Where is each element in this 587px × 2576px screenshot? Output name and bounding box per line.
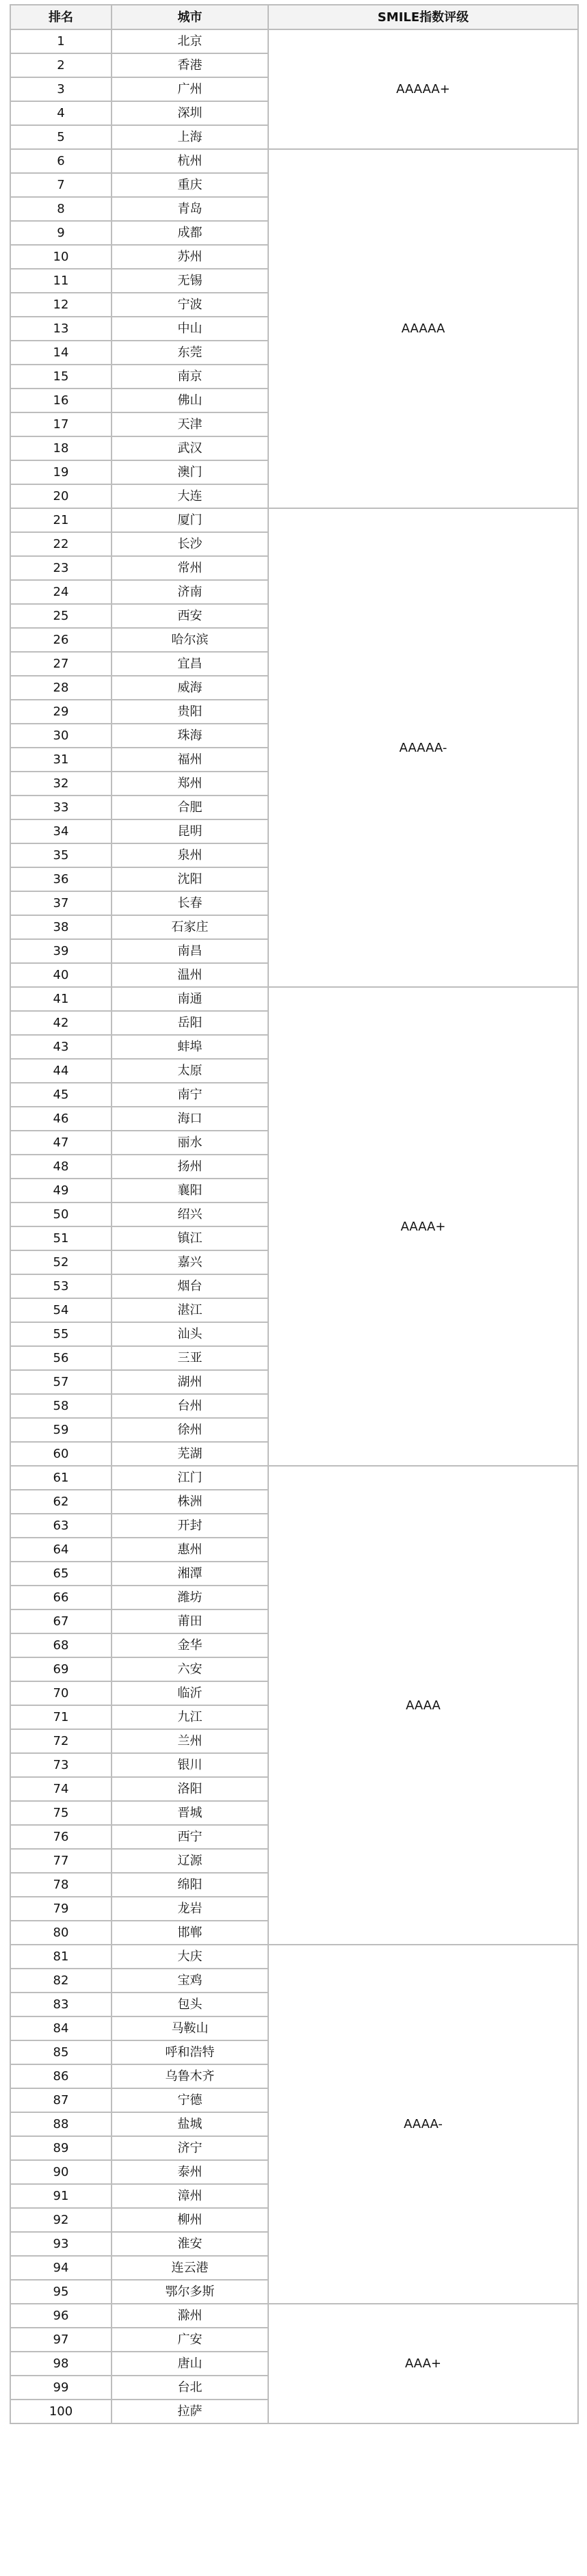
city-cell: 马鞍山 — [112, 2016, 268, 2040]
city-cell: 长沙 — [112, 532, 268, 556]
city-cell: 邯郸 — [112, 1921, 268, 1945]
rank-cell: 57 — [10, 1370, 112, 1394]
rank-cell: 11 — [10, 269, 112, 293]
rating-cell: AAAA- — [268, 1945, 578, 2304]
city-cell: 临沂 — [112, 1681, 268, 1705]
rank-cell: 17 — [10, 412, 112, 436]
city-cell: 绵阳 — [112, 1873, 268, 1897]
city-cell: 淮安 — [112, 2232, 268, 2256]
rank-cell: 35 — [10, 843, 112, 867]
city-cell: 丽水 — [112, 1131, 268, 1155]
city-cell: 湘潭 — [112, 1562, 268, 1586]
rank-cell: 49 — [10, 1179, 112, 1202]
city-cell: 深圳 — [112, 101, 268, 125]
city-cell: 无锡 — [112, 269, 268, 293]
city-cell: 南通 — [112, 987, 268, 1011]
city-cell: 株洲 — [112, 1490, 268, 1514]
city-cell: 镇江 — [112, 1226, 268, 1250]
rank-cell: 66 — [10, 1586, 112, 1609]
rank-cell: 39 — [10, 939, 112, 963]
rating-cell: AAAAA+ — [268, 29, 578, 149]
city-cell: 台北 — [112, 2376, 268, 2400]
rank-cell: 52 — [10, 1250, 112, 1274]
city-cell: 合肥 — [112, 796, 268, 819]
city-cell: 常州 — [112, 556, 268, 580]
rank-cell: 30 — [10, 724, 112, 748]
city-cell: 济宁 — [112, 2136, 268, 2160]
rank-cell: 3 — [10, 77, 112, 101]
rank-cell: 7 — [10, 173, 112, 197]
header-city: 城市 — [112, 5, 268, 29]
city-cell: 郑州 — [112, 772, 268, 796]
city-cell: 昆明 — [112, 819, 268, 843]
table-row — [10, 1945, 578, 1969]
city-cell: 盐城 — [112, 2112, 268, 2136]
rank-cell: 29 — [10, 700, 112, 724]
city-cell: 上海 — [112, 125, 268, 149]
rank-cell: 14 — [10, 341, 112, 365]
rank-cell: 13 — [10, 317, 112, 341]
rank-cell: 63 — [10, 1514, 112, 1538]
city-cell: 六安 — [112, 1657, 268, 1681]
rank-cell: 47 — [10, 1131, 112, 1155]
rank-cell: 99 — [10, 2376, 112, 2400]
city-cell: 哈尔滨 — [112, 628, 268, 652]
city-cell: 南宁 — [112, 1083, 268, 1107]
rank-cell: 77 — [10, 1849, 112, 1873]
rank-cell: 22 — [10, 532, 112, 556]
city-cell: 宝鸡 — [112, 1969, 268, 1993]
rank-cell: 19 — [10, 460, 112, 484]
rank-cell: 96 — [10, 2304, 112, 2328]
city-cell: 包头 — [112, 1993, 268, 2016]
table-body — [10, 29, 578, 2423]
city-cell: 福州 — [112, 748, 268, 772]
rank-cell: 5 — [10, 125, 112, 149]
city-cell: 湛江 — [112, 1298, 268, 1322]
rank-cell: 2 — [10, 53, 112, 77]
rank-cell: 79 — [10, 1897, 112, 1921]
rank-cell: 27 — [10, 652, 112, 676]
city-cell: 广州 — [112, 77, 268, 101]
city-cell: 泰州 — [112, 2160, 268, 2184]
rating-cell: AAA+ — [268, 2304, 578, 2423]
rank-cell: 46 — [10, 1107, 112, 1131]
city-cell: 汕头 — [112, 1322, 268, 1346]
table-row — [10, 2304, 578, 2328]
rank-cell: 12 — [10, 293, 112, 317]
city-cell: 天津 — [112, 412, 268, 436]
city-cell: 西宁 — [112, 1825, 268, 1849]
rank-cell: 9 — [10, 221, 112, 245]
rank-cell: 31 — [10, 748, 112, 772]
rank-cell: 15 — [10, 365, 112, 389]
rank-cell: 86 — [10, 2064, 112, 2088]
city-cell: 绍兴 — [112, 1202, 268, 1226]
rank-cell: 55 — [10, 1322, 112, 1346]
rank-cell: 69 — [10, 1657, 112, 1681]
rank-cell: 33 — [10, 796, 112, 819]
rank-cell: 61 — [10, 1466, 112, 1490]
city-cell: 湖州 — [112, 1370, 268, 1394]
city-cell: 辽源 — [112, 1849, 268, 1873]
rank-cell: 93 — [10, 2232, 112, 2256]
city-cell: 乌鲁木齐 — [112, 2064, 268, 2088]
city-cell: 开封 — [112, 1514, 268, 1538]
city-cell: 徐州 — [112, 1418, 268, 1442]
city-cell: 海口 — [112, 1107, 268, 1131]
rank-cell: 74 — [10, 1777, 112, 1801]
rank-cell: 73 — [10, 1753, 112, 1777]
city-cell: 东莞 — [112, 341, 268, 365]
table-row — [10, 1466, 578, 1490]
city-cell: 唐山 — [112, 2352, 268, 2376]
rank-cell: 91 — [10, 2184, 112, 2208]
city-cell: 中山 — [112, 317, 268, 341]
rank-cell: 36 — [10, 867, 112, 891]
city-cell: 北京 — [112, 29, 268, 53]
rank-cell: 72 — [10, 1729, 112, 1753]
city-cell: 佛山 — [112, 389, 268, 412]
city-ranking-table — [10, 4, 579, 2424]
rank-cell: 92 — [10, 2208, 112, 2232]
city-cell: 鄂尔多斯 — [112, 2280, 268, 2304]
rank-cell: 68 — [10, 1633, 112, 1657]
city-cell: 苏州 — [112, 245, 268, 269]
rank-cell: 25 — [10, 604, 112, 628]
city-cell: 潍坊 — [112, 1586, 268, 1609]
rank-cell: 76 — [10, 1825, 112, 1849]
rank-cell: 20 — [10, 484, 112, 508]
rank-cell: 16 — [10, 389, 112, 412]
rank-cell: 65 — [10, 1562, 112, 1586]
rank-cell: 85 — [10, 2040, 112, 2064]
city-cell: 芜湖 — [112, 1442, 268, 1466]
city-cell: 嘉兴 — [112, 1250, 268, 1274]
city-cell: 重庆 — [112, 173, 268, 197]
city-cell: 岳阳 — [112, 1011, 268, 1035]
city-cell: 杭州 — [112, 149, 268, 173]
city-cell: 贵阳 — [112, 700, 268, 724]
city-cell: 呼和浩特 — [112, 2040, 268, 2064]
city-cell: 长春 — [112, 891, 268, 915]
rank-cell: 71 — [10, 1705, 112, 1729]
city-cell: 南京 — [112, 365, 268, 389]
city-cell: 漳州 — [112, 2184, 268, 2208]
city-cell: 龙岩 — [112, 1897, 268, 1921]
city-cell: 宜昌 — [112, 652, 268, 676]
rank-cell: 83 — [10, 1993, 112, 2016]
rating-cell: AAAA+ — [268, 987, 578, 1466]
rank-cell: 44 — [10, 1059, 112, 1083]
rank-cell: 89 — [10, 2136, 112, 2160]
rank-cell: 18 — [10, 436, 112, 460]
city-cell: 厦门 — [112, 508, 268, 532]
city-cell: 武汉 — [112, 436, 268, 460]
rank-cell: 37 — [10, 891, 112, 915]
rank-cell: 48 — [10, 1155, 112, 1179]
rank-cell: 97 — [10, 2328, 112, 2352]
rank-cell: 78 — [10, 1873, 112, 1897]
city-cell: 蚌埠 — [112, 1035, 268, 1059]
city-cell: 晋城 — [112, 1801, 268, 1825]
city-cell: 太原 — [112, 1059, 268, 1083]
city-cell: 洛阳 — [112, 1777, 268, 1801]
rank-cell: 80 — [10, 1921, 112, 1945]
header-smile-rating: SMILE指数评级 — [268, 5, 578, 29]
rank-cell: 94 — [10, 2256, 112, 2280]
rank-cell: 4 — [10, 101, 112, 125]
city-cell: 宁德 — [112, 2088, 268, 2112]
rating-cell: AAAAA — [268, 149, 578, 508]
rank-cell: 56 — [10, 1346, 112, 1370]
city-cell: 澳门 — [112, 460, 268, 484]
rank-cell: 26 — [10, 628, 112, 652]
rank-cell: 41 — [10, 987, 112, 1011]
city-cell: 惠州 — [112, 1538, 268, 1562]
city-cell: 银川 — [112, 1753, 268, 1777]
rank-cell: 45 — [10, 1083, 112, 1107]
header-rank: 排名 — [10, 5, 112, 29]
city-cell: 滁州 — [112, 2304, 268, 2328]
rank-cell: 24 — [10, 580, 112, 604]
rank-cell: 54 — [10, 1298, 112, 1322]
rank-cell: 87 — [10, 2088, 112, 2112]
table-row — [10, 149, 578, 173]
rank-cell: 6 — [10, 149, 112, 173]
rank-cell: 51 — [10, 1226, 112, 1250]
rank-cell: 58 — [10, 1394, 112, 1418]
rank-cell: 53 — [10, 1274, 112, 1298]
rank-cell: 21 — [10, 508, 112, 532]
rank-cell: 59 — [10, 1418, 112, 1442]
city-cell: 连云港 — [112, 2256, 268, 2280]
city-cell: 柳州 — [112, 2208, 268, 2232]
city-cell: 珠海 — [112, 724, 268, 748]
city-cell: 三亚 — [112, 1346, 268, 1370]
rank-cell: 90 — [10, 2160, 112, 2184]
city-cell: 西安 — [112, 604, 268, 628]
city-cell: 广安 — [112, 2328, 268, 2352]
rank-cell: 34 — [10, 819, 112, 843]
city-cell: 江门 — [112, 1466, 268, 1490]
rank-cell: 81 — [10, 1945, 112, 1969]
table-row — [10, 987, 578, 1011]
city-cell: 威海 — [112, 676, 268, 700]
city-cell: 石家庄 — [112, 915, 268, 939]
rank-cell: 75 — [10, 1801, 112, 1825]
city-cell: 烟台 — [112, 1274, 268, 1298]
city-cell: 兰州 — [112, 1729, 268, 1753]
city-cell: 大庆 — [112, 1945, 268, 1969]
city-cell: 温州 — [112, 963, 268, 987]
city-cell: 泉州 — [112, 843, 268, 867]
city-cell: 大连 — [112, 484, 268, 508]
city-cell: 南昌 — [112, 939, 268, 963]
city-cell: 台州 — [112, 1394, 268, 1418]
rating-cell: AAAAA- — [268, 508, 578, 987]
rank-cell: 95 — [10, 2280, 112, 2304]
rank-cell: 42 — [10, 1011, 112, 1035]
city-cell: 莆田 — [112, 1609, 268, 1633]
city-cell: 襄阳 — [112, 1179, 268, 1202]
rank-cell: 67 — [10, 1609, 112, 1633]
rank-cell: 43 — [10, 1035, 112, 1059]
rank-cell: 10 — [10, 245, 112, 269]
rank-cell: 50 — [10, 1202, 112, 1226]
city-cell: 香港 — [112, 53, 268, 77]
city-cell: 沈阳 — [112, 867, 268, 891]
rank-cell: 100 — [10, 2400, 112, 2423]
city-cell: 成都 — [112, 221, 268, 245]
rating-cell: AAAA — [268, 1466, 578, 1945]
city-cell: 济南 — [112, 580, 268, 604]
table-row — [10, 29, 578, 53]
city-cell: 青岛 — [112, 197, 268, 221]
rank-cell: 62 — [10, 1490, 112, 1514]
city-cell: 金华 — [112, 1633, 268, 1657]
table-header-row — [10, 5, 578, 29]
city-cell: 拉萨 — [112, 2400, 268, 2423]
rank-cell: 32 — [10, 772, 112, 796]
rank-cell: 28 — [10, 676, 112, 700]
rank-cell: 8 — [10, 197, 112, 221]
city-cell: 扬州 — [112, 1155, 268, 1179]
city-cell: 宁波 — [112, 293, 268, 317]
rank-cell: 88 — [10, 2112, 112, 2136]
rank-cell: 98 — [10, 2352, 112, 2376]
rank-cell: 64 — [10, 1538, 112, 1562]
rank-cell: 40 — [10, 963, 112, 987]
rank-cell: 60 — [10, 1442, 112, 1466]
rank-cell: 70 — [10, 1681, 112, 1705]
rank-cell: 38 — [10, 915, 112, 939]
city-cell: 九江 — [112, 1705, 268, 1729]
table-row — [10, 508, 578, 532]
rank-cell: 82 — [10, 1969, 112, 1993]
rank-cell: 84 — [10, 2016, 112, 2040]
rank-cell: 23 — [10, 556, 112, 580]
rank-cell: 1 — [10, 29, 112, 53]
